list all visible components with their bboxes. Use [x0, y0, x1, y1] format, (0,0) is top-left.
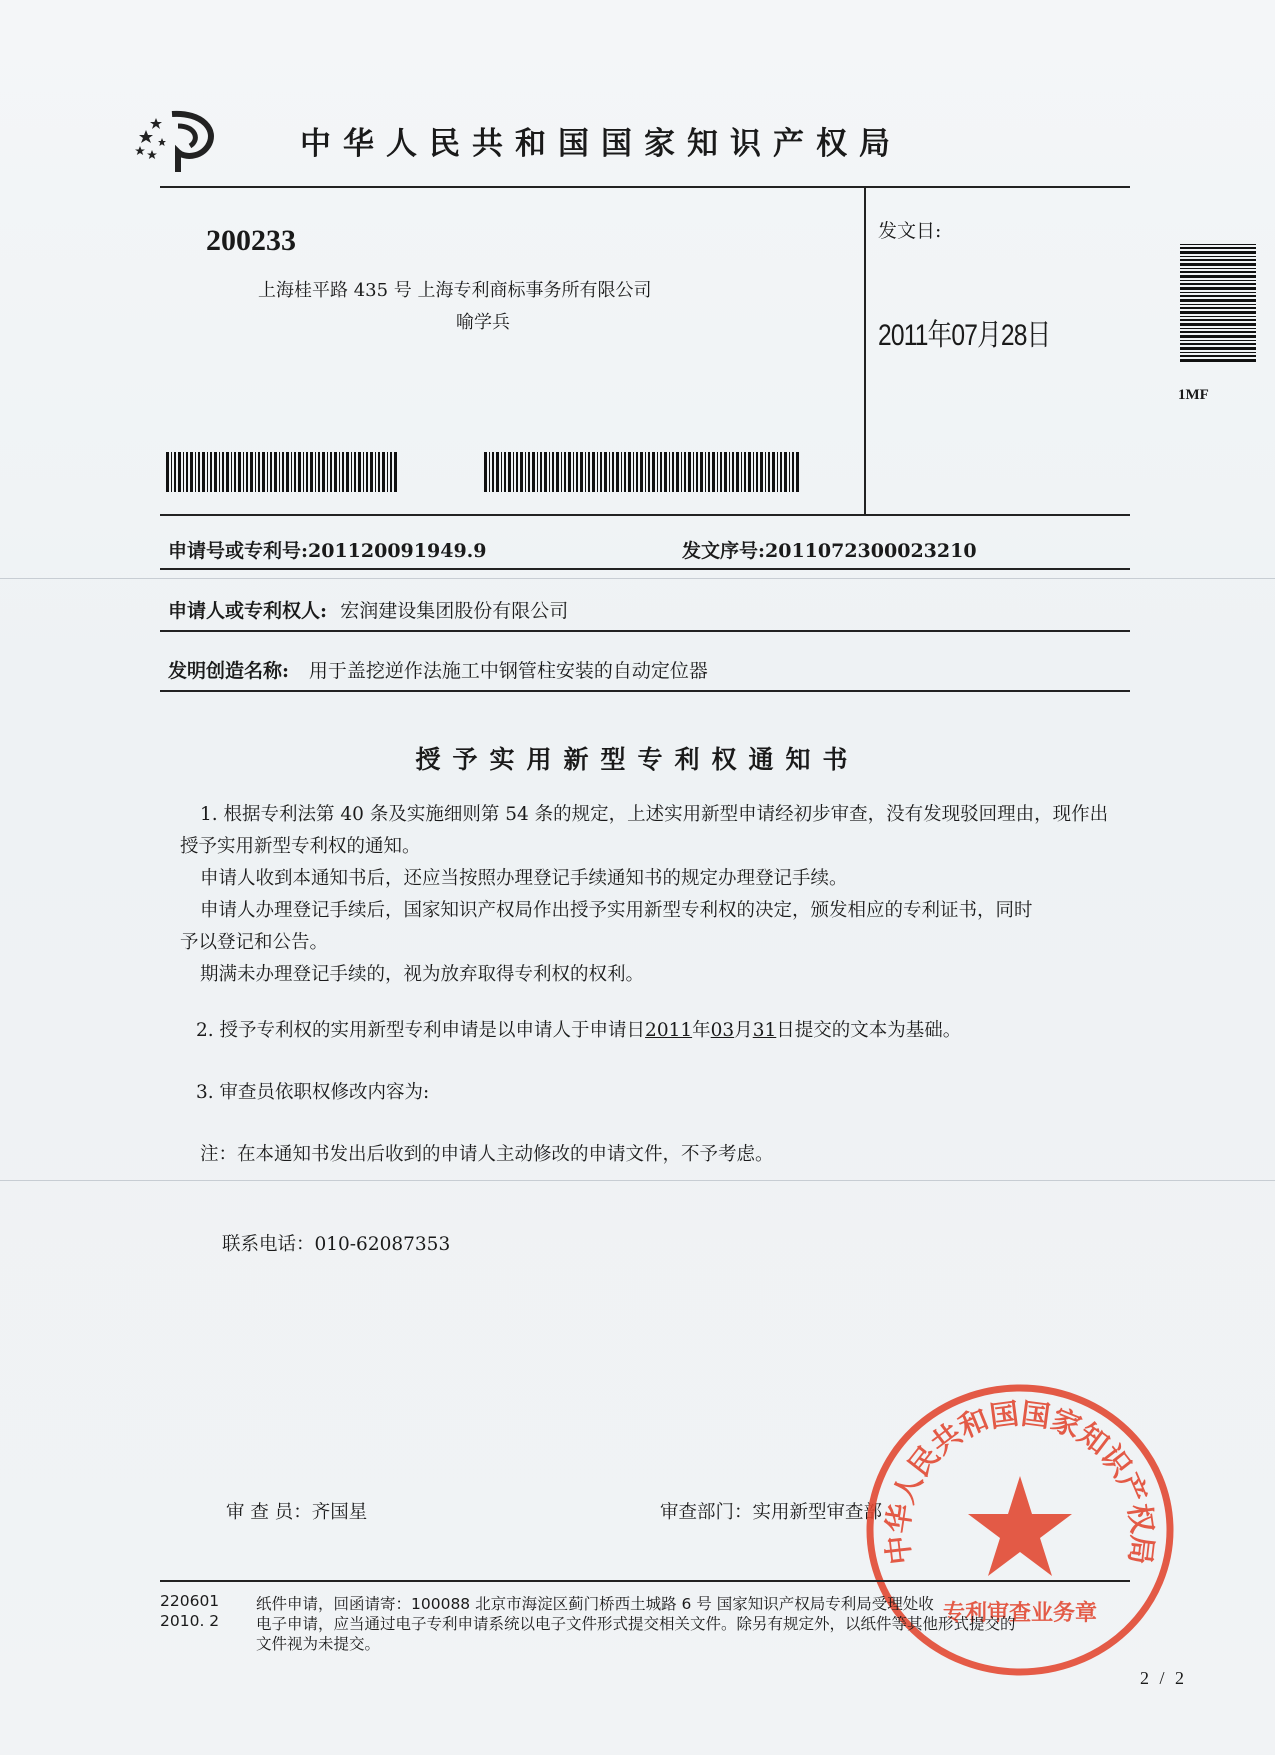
barcode-bar	[645, 452, 646, 492]
barcode-bar	[262, 452, 265, 492]
fold-line	[0, 578, 1275, 579]
barcode-bar	[652, 452, 655, 492]
barcode-bar	[1180, 328, 1256, 329]
field-rule	[160, 630, 1130, 632]
barcode-bar	[327, 452, 328, 492]
barcode-bar	[303, 452, 304, 492]
barcode-bar	[609, 452, 610, 492]
barcode-bar	[375, 452, 376, 492]
barcode-bar	[592, 452, 595, 492]
barcode-bar	[210, 452, 212, 492]
notice-item-3: 3. 审查员依职权修改内容为:	[196, 1082, 430, 1103]
barcode-bar	[484, 452, 487, 492]
invention-field: 发明创造名称: 用于盖挖逆作法施工中钢管柱安装的自动定位器	[168, 660, 708, 682]
barcode-bar	[258, 452, 260, 492]
barcode-bar	[238, 452, 241, 492]
recipient-address: 上海桂平路 435 号 上海专利商标事务所有限公司	[258, 280, 652, 301]
barcode-bar	[693, 452, 694, 492]
cnipa-emblem-icon	[132, 108, 222, 176]
barcode-bar	[780, 452, 782, 492]
barcode-bar	[1180, 355, 1256, 357]
barcode-bar	[585, 452, 586, 492]
side-barcode	[1180, 244, 1256, 364]
applicant: 宏润建设集团股份有限公司	[340, 600, 569, 622]
barcode-bar	[664, 452, 667, 492]
barcode-bar	[792, 452, 794, 492]
recipient-barcode	[166, 452, 401, 492]
barcode-bar	[1180, 247, 1256, 249]
notice-paragraph: 1. 根据专利法第 40 条及实施细则第 54 条的规定，上述实用新型申请经初步审查，没有发现驳回理由，现作出	[200, 804, 1109, 825]
barcode-bar	[315, 452, 316, 492]
barcode-bar	[166, 452, 169, 492]
barcode-bar	[700, 452, 703, 492]
notice-paragraph: 授予实用新型专利权的通知。	[180, 836, 421, 857]
barcode-bar	[1180, 283, 1256, 285]
barcode-bar	[621, 452, 622, 492]
barcode-bar	[1180, 307, 1256, 309]
barcode-bar	[198, 452, 200, 492]
barcode-bar	[796, 452, 799, 492]
barcode-bar	[696, 452, 698, 492]
barcode-bar	[1180, 340, 1256, 341]
recipient-barcode	[484, 452, 802, 492]
barcode-bar	[561, 452, 562, 492]
barcode-bar	[1180, 287, 1256, 290]
barcode-bar	[1180, 244, 1256, 245]
barcode-bar	[525, 452, 526, 492]
barcode-bar	[648, 452, 650, 492]
invention-title: 用于盖挖逆作法施工中钢管柱安装的自动定位器	[308, 660, 708, 682]
barcode-bar	[532, 452, 535, 492]
barcode-bar	[286, 452, 289, 492]
barcode-bar	[342, 452, 344, 492]
barcode-bar	[370, 452, 373, 492]
barcode-bar	[378, 452, 380, 492]
barcode-bar	[576, 452, 578, 492]
barcode-bar	[1180, 280, 1256, 281]
barcode-bar	[1180, 343, 1256, 345]
barcode-bar	[306, 452, 308, 492]
page-number: 2 / 2	[1140, 1668, 1188, 1688]
barcode-bar	[1180, 271, 1256, 273]
barcode-bar	[387, 452, 388, 492]
notice-paragraph: 申请人收到本通知书后，还应当按照办理登记手续通知书的规定办理登记手续。	[200, 868, 848, 889]
barcode-bar	[552, 452, 554, 492]
barcode-bar	[588, 452, 590, 492]
barcode-bar	[597, 452, 598, 492]
header-rule	[160, 514, 1130, 516]
barcode-bar	[1180, 275, 1256, 278]
notice-note: 注：在本通知书发出后收到的申请人主动修改的申请文件，不予考虑。	[200, 1144, 774, 1165]
form-code: 220601	[160, 1592, 220, 1610]
barcode-bar	[504, 452, 506, 492]
barcode-bar	[354, 452, 356, 492]
barcode-bar	[339, 452, 340, 492]
fold-line	[0, 1180, 1275, 1181]
barcode-bar	[501, 452, 502, 492]
barcode-bar	[640, 452, 643, 492]
svg-text:专利审查业务章: 专利审查业务章	[942, 1601, 1098, 1626]
footer-line: 电子申请，应当通过电子专利申请系统以电子文件形式提交相关文件。除另有规定外，以纸件等其他形式提交的	[256, 1615, 1016, 1633]
barcode-bar	[720, 452, 722, 492]
barcode-bar	[580, 452, 583, 492]
barcode-bar	[1180, 323, 1256, 326]
barcode-bar	[537, 452, 538, 492]
barcode-bar	[174, 452, 176, 492]
barcode-bar	[178, 452, 181, 492]
barcode-bar	[390, 452, 392, 492]
field-rule	[160, 568, 1130, 570]
barcode-bar	[1180, 295, 1256, 297]
barcode-bar	[171, 452, 172, 492]
barcode-bar	[636, 452, 638, 492]
dispatch-date-label: 发文日:	[878, 220, 942, 242]
contact-phone: 联系电话：010-62087353	[222, 1234, 451, 1255]
barcode-bar	[604, 452, 607, 492]
footer-rule	[160, 1580, 1130, 1582]
barcode-bar	[358, 452, 361, 492]
barcode-bar	[195, 452, 196, 492]
form-date: 2010. 2	[160, 1612, 220, 1630]
barcode-bar	[1180, 347, 1256, 350]
barcode-bar	[496, 452, 499, 492]
barcode-bar	[660, 452, 662, 492]
barcode-bar	[732, 452, 734, 492]
barcode-bar	[1180, 331, 1256, 333]
barcode-bar	[190, 452, 193, 492]
barcode-bar	[549, 452, 550, 492]
barcode-bar	[382, 452, 385, 492]
barcode-bar	[705, 452, 706, 492]
document-code: 1MF	[1178, 387, 1209, 403]
serial-number-field: 发文序号:2011072300023210	[682, 540, 977, 562]
dispatch-date: 2011年07月28日	[878, 319, 1051, 352]
barcode-bar	[772, 452, 775, 492]
barcode-bar	[186, 452, 188, 492]
barcode-bar	[564, 452, 566, 492]
barcode-bar	[246, 452, 248, 492]
notice-item-2: 2. 授予专利权的实用新型专利申请是以申请人于申请日2011年03月31日提交的文本为基础。	[196, 1020, 962, 1041]
barcode-bar	[708, 452, 710, 492]
applicant-field: 申请人或专利权人: 宏润建设集团股份有限公司	[168, 600, 569, 622]
barcode-bar	[310, 452, 313, 492]
notice-paragraph: 申请人办理登记手续后，国家知识产权局作出授予实用新型专利权的决定，颁发相应的专利证书，同时	[200, 900, 1033, 921]
barcode-bar	[616, 452, 619, 492]
barcode-bar	[657, 452, 658, 492]
barcode-bar	[492, 452, 494, 492]
barcode-bar	[1180, 316, 1256, 317]
barcode-bar	[729, 452, 730, 492]
barcode-bar	[508, 452, 511, 492]
barcode-bar	[688, 452, 691, 492]
barcode-bar	[1180, 263, 1256, 266]
recipient-contact: 喻学兵	[456, 312, 510, 333]
serial-number: 2011072300023210	[765, 540, 977, 562]
barcode-bar	[556, 452, 559, 492]
barcode-bar	[676, 452, 679, 492]
header-divider	[864, 186, 866, 514]
barcode-bar	[334, 452, 337, 492]
official-seal-icon	[860, 1380, 1180, 1680]
barcode-bar	[351, 452, 352, 492]
barcode-bar	[250, 452, 253, 492]
office-title: 中华人民共和国国家知识产权局	[300, 126, 902, 162]
barcode-bar	[516, 452, 518, 492]
barcode-bar	[684, 452, 686, 492]
barcode-bar	[255, 452, 256, 492]
barcode-bar	[298, 452, 301, 492]
barcode-bar	[573, 452, 574, 492]
barcode-bar	[540, 452, 542, 492]
barcode-bar	[624, 452, 626, 492]
barcode-bar	[672, 452, 674, 492]
barcode-bar	[717, 452, 718, 492]
field-rule	[160, 690, 1130, 692]
barcode-bar	[628, 452, 631, 492]
barcode-bar	[760, 452, 763, 492]
barcode-bar	[231, 452, 232, 492]
barcode-bar	[1180, 292, 1256, 293]
barcode-bar	[214, 452, 217, 492]
barcode-bar	[346, 452, 349, 492]
barcode-bar	[633, 452, 634, 492]
barcode-bar	[789, 452, 790, 492]
barcode-bar	[202, 452, 205, 492]
barcode-bar	[322, 452, 325, 492]
barcode-bar	[183, 452, 184, 492]
notice-paragraph: 期满未办理登记手续的，视为放弃取得专利权的权利。	[200, 964, 645, 985]
barcode-bar	[1180, 299, 1256, 302]
barcode-bar	[756, 452, 758, 492]
filing-year: 2011	[645, 1020, 693, 1041]
barcode-bar	[741, 452, 742, 492]
barcode-bar	[1180, 335, 1256, 338]
barcode-bar	[318, 452, 320, 492]
barcode-bar	[612, 452, 614, 492]
barcode-bar	[222, 452, 224, 492]
barcode-bar	[1180, 256, 1256, 257]
notice-title: 授予实用新型专利权通知书	[415, 745, 860, 774]
barcode-bar	[1180, 259, 1256, 261]
barcode-bar	[513, 452, 514, 492]
barcode-bar	[784, 452, 787, 492]
barcode-bar	[282, 452, 284, 492]
barcode-bar	[600, 452, 602, 492]
barcode-bar	[270, 452, 272, 492]
barcode-bar	[294, 452, 296, 492]
barcode-bar	[366, 452, 368, 492]
barcode-bar	[226, 452, 229, 492]
barcode-bar	[753, 452, 754, 492]
examiner: 审 查 员：齐国星	[226, 1502, 368, 1523]
barcode-bar	[712, 452, 715, 492]
barcode-bar	[1180, 352, 1256, 353]
application-number: 201120091949.9	[308, 540, 487, 562]
barcode-bar	[219, 452, 220, 492]
barcode-bar	[736, 452, 739, 492]
barcode-bar	[768, 452, 770, 492]
barcode-bar	[1180, 251, 1256, 254]
filing-month: 03	[710, 1020, 735, 1041]
barcode-bar	[330, 452, 332, 492]
barcode-bar	[363, 452, 364, 492]
footer-line: 纸件申请，回函请寄：100088 北京市海淀区蓟门桥西土城路 6 号 国家知识产权局专利局受理处收	[256, 1595, 934, 1613]
barcode-bar	[267, 452, 268, 492]
barcode-bar	[207, 452, 208, 492]
notice-paragraph: 予以登记和公告。	[180, 932, 329, 953]
examination-department: 审查部门：实用新型审查部	[660, 1502, 883, 1523]
barcode-bar	[544, 452, 547, 492]
barcode-bar	[777, 452, 778, 492]
barcode-bar	[744, 452, 746, 492]
barcode-bar	[394, 452, 397, 492]
barcode-bar	[1180, 304, 1256, 305]
footer-line: 文件视为未提交。	[256, 1635, 381, 1653]
barcode-bar	[724, 452, 727, 492]
barcode-bar	[528, 452, 530, 492]
barcode-bar	[1180, 311, 1256, 314]
barcode-bar	[1180, 319, 1256, 321]
header-rule	[160, 186, 1130, 188]
barcode-bar	[279, 452, 280, 492]
filing-day: 31	[752, 1020, 777, 1041]
barcode-bar	[765, 452, 766, 492]
barcode-bar	[681, 452, 682, 492]
barcode-bar	[243, 452, 244, 492]
barcode-bar	[234, 452, 236, 492]
barcode-bar	[274, 452, 277, 492]
barcode-bar	[669, 452, 670, 492]
barcode-bar	[568, 452, 571, 492]
postcode: 200233	[206, 224, 296, 257]
barcode-bar	[1180, 359, 1256, 362]
barcode-bar	[1180, 268, 1256, 269]
application-number-field: 申请号或专利号:201120091949.9	[168, 540, 487, 562]
barcode-bar	[748, 452, 751, 492]
barcode-bar	[520, 452, 523, 492]
barcode-bar	[291, 452, 292, 492]
barcode-bar	[489, 452, 490, 492]
svg-text:中华人民共和国国家知识产权局: 中华人民共和国国家知识产权局	[880, 1396, 1160, 1567]
